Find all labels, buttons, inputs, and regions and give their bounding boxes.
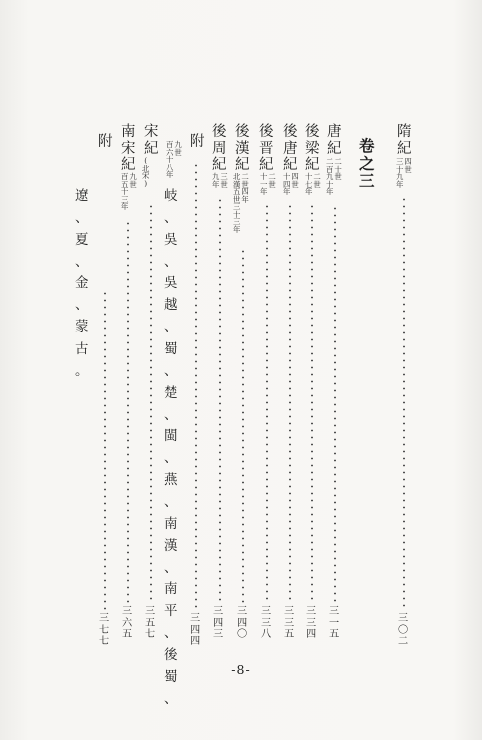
entry-note-line-2: 九 年 [212,172,220,189]
entry-page: 三 三 四 [306,606,317,641]
entry-title: 後 漢 紀 [235,124,250,174]
entry-note-line-1: 九 世 [129,172,137,189]
entry-page: 三 五 七 [145,606,156,641]
volume-title: 卷 之 三 [359,136,375,191]
entry-page: 三 一 五 [329,606,340,641]
entry-page: 三 〇 二 [398,613,409,648]
entry-title: 南 宋 紀 [121,124,136,174]
entry-page: 三 四 三 [213,606,224,641]
entry-note-line-1: 二 世 [268,172,276,189]
leader-dots [403,196,405,610]
entry-note [305,173,321,196]
entry-note [326,158,342,196]
entry-note-line-1: 二 十 世 [334,157,342,182]
entry-subtitle: 岐 、 吳 、 吳 越 、 蜀 、 楚 、 閩 、 燕 、 南 漢 、 南 平 、 後 蜀 、 [164,188,178,707]
leader-dots [104,290,106,610]
entry-note [396,158,412,188]
entry-page: 三 四 〇 [237,606,248,641]
entry-title: 後 周 紀 [212,124,227,174]
leader-dots [127,220,129,603]
entry-note-line-2: 百 六 十 八 年 [166,140,174,180]
entry-note [212,173,228,188]
leader-dots [242,248,244,603]
entry-page: 三 七 七 [99,613,110,648]
leader-dots [266,203,268,603]
leader-dots [219,197,221,603]
entry-note-line-1: 三 世 [220,172,228,189]
entry-page: 三 四 四 [190,613,201,648]
entry-title-note: ( 北 宋 ) [142,156,150,188]
leader-dots [195,162,197,610]
entry-title: 後 唐 紀 [283,124,298,174]
entry-note [260,173,276,196]
entry-note-line-2: 北 漢 五 世 三 十 三 年 [233,172,241,234]
entry-note-line-1: 九 世 [174,140,182,157]
entry-page: 三 三 八 [261,606,272,641]
entry-subtitle: 遼 、 夏 、 金 、 蒙 古 。 [75,188,89,379]
leader-dots [334,205,336,603]
entry-title: 後 晋 紀 [259,124,274,174]
entry-title: 隋 紀 [397,124,412,157]
entry-note-line-2: 二 百 九 十 年 [326,157,334,197]
entry-title: 附 [98,134,113,150]
entry-note-line-2: 十 四 年 [283,172,291,197]
entry-page: 三 六 五 [122,606,133,641]
entry-title: 附 [190,134,205,150]
entry-note-line-1: 二 世 [313,172,321,189]
page-number: -8- [231,662,251,677]
entry-note-line-1: 四 世 [404,157,412,174]
entry-note-line-2: 三 十 九 年 [396,157,404,189]
entry-title: 宋 紀 [144,124,159,157]
entry-page: 三 三 五 [284,606,295,641]
leader-dots [150,203,152,603]
entry-note [121,173,137,211]
entry-title: 後 梁 紀 [305,124,320,174]
entry-note-line-2: 十 七 年 [305,172,313,197]
entry-note-line-2: 百 五 十 三 年 [121,172,129,212]
entry-note [283,173,299,196]
entry-note [233,173,249,233]
entry-note-line-1: 二 世 四 年 [241,172,249,204]
entry-title: 唐 紀 [327,124,342,157]
entry-note-line-2: 十 一 年 [260,172,268,197]
entry-note [166,141,182,179]
leader-dots [289,203,291,603]
leader-dots [311,203,313,603]
entry-note-line-1: 四 世 [291,172,299,189]
